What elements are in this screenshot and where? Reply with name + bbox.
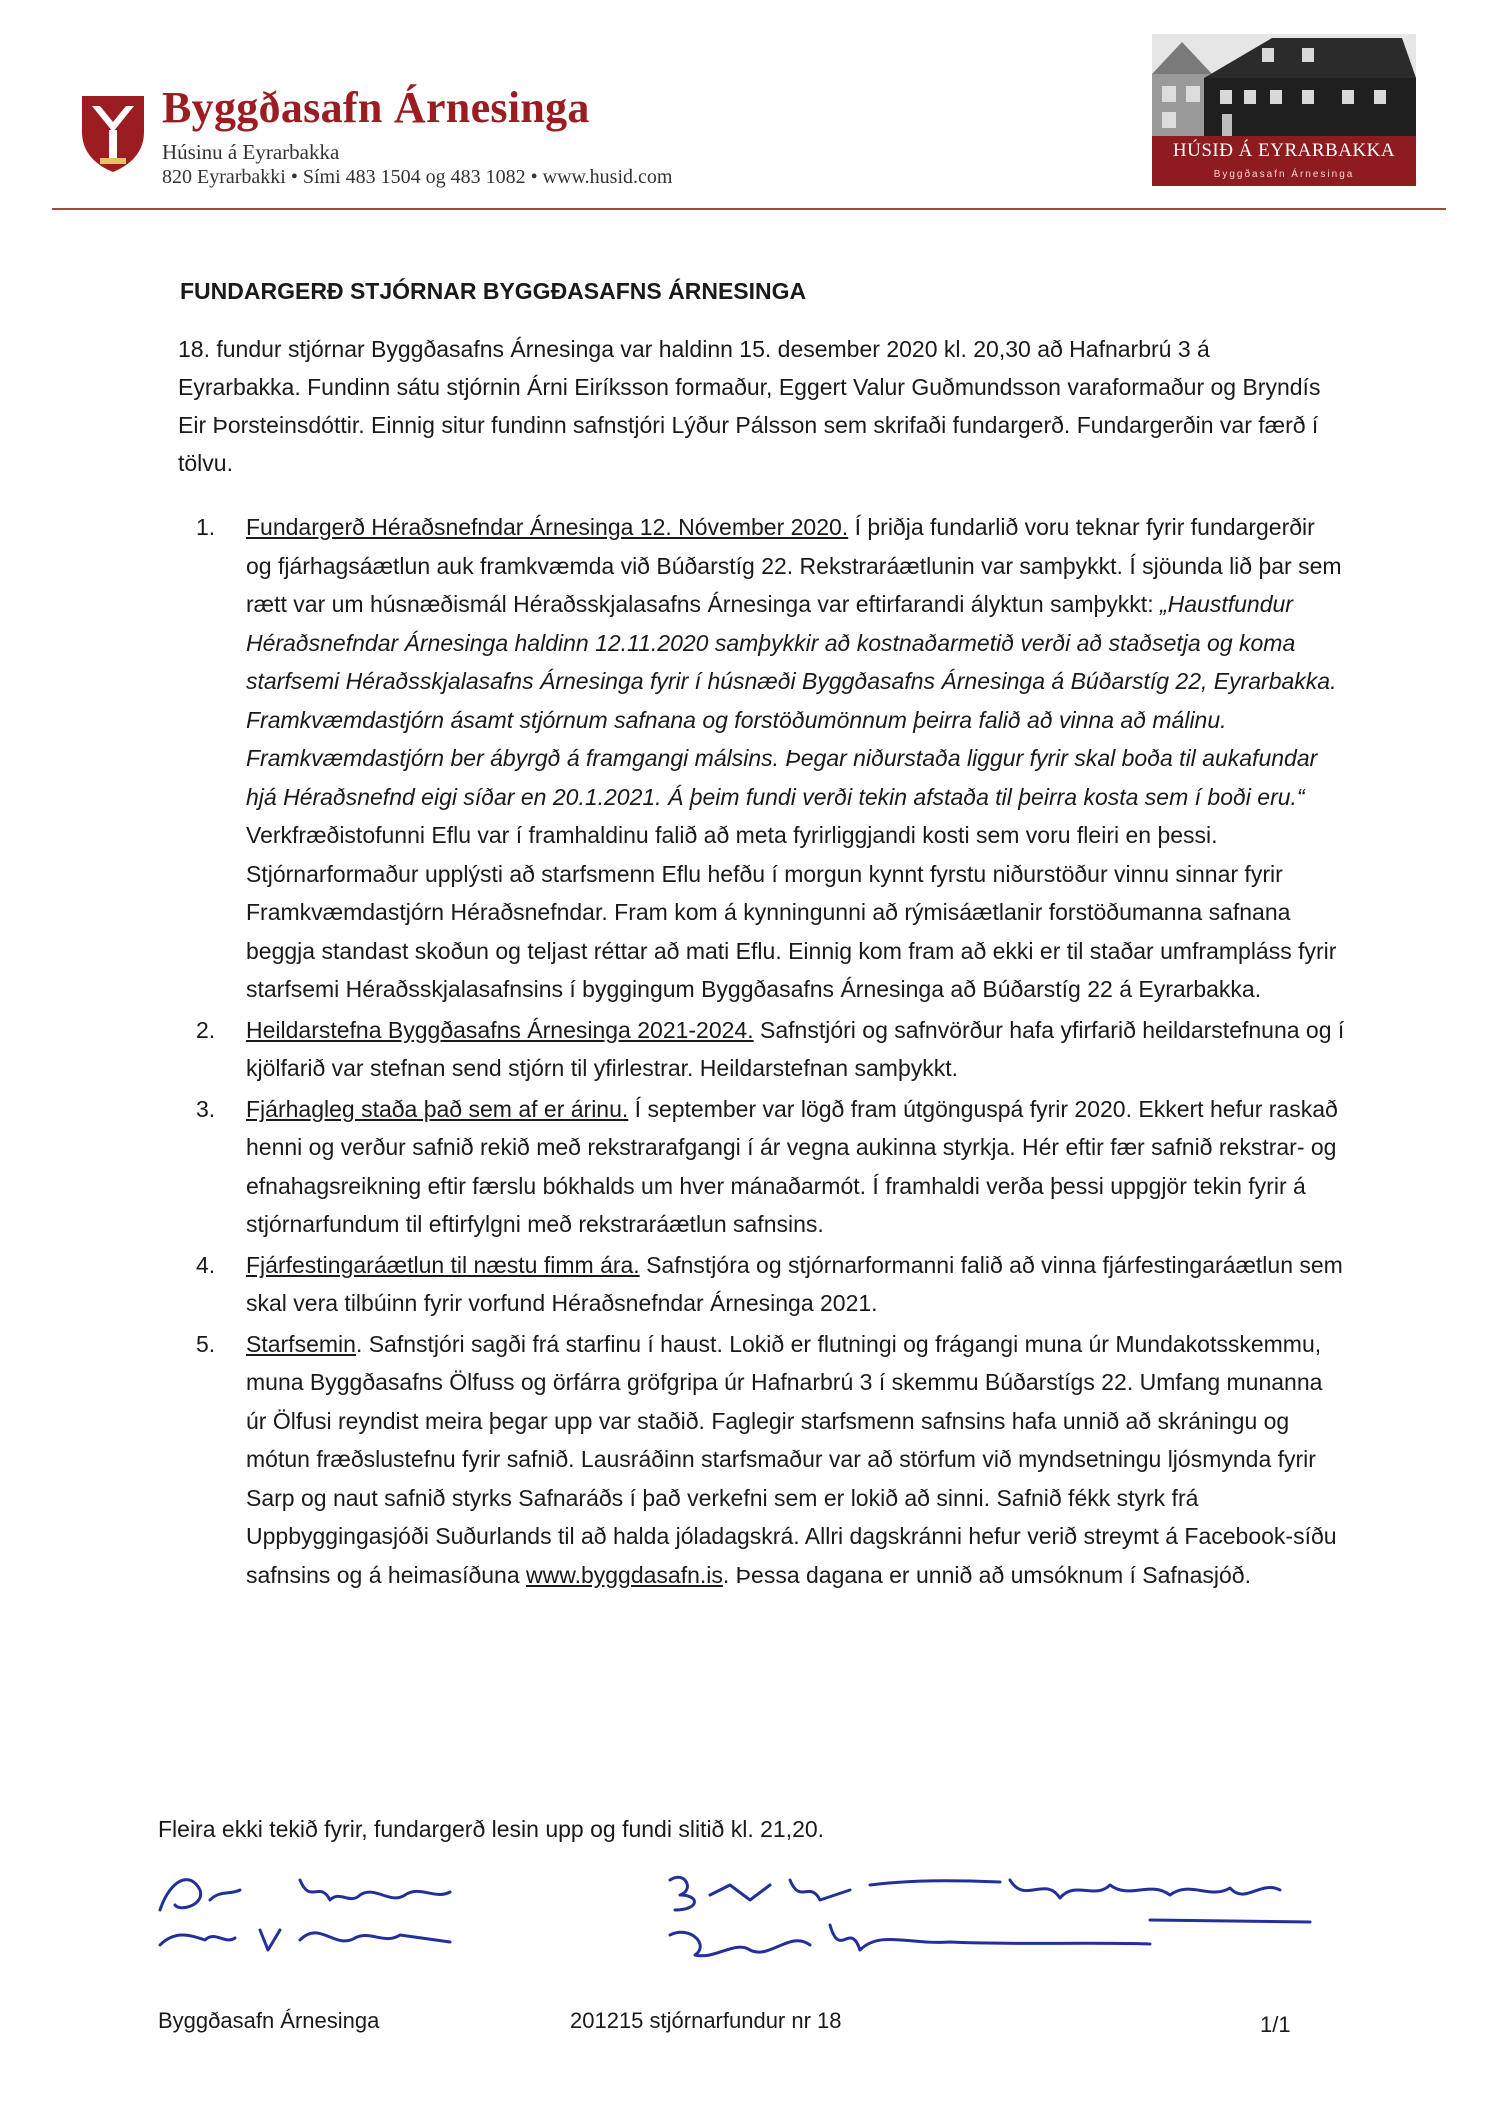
house-illustration-icon [1152,34,1416,136]
agenda-item-text: Í þriðja fundarlið voru teknar fyrir fundargerðir og fjárhagsáætlun auk framkvæmda við Búðarstíg 22. Rekstraráætlunin var samþykkt. Í sjöunda lið þar sem rætt var um húsnæðismál Héraðsskjalasafns Árnesinga var eftirfarandi ályktun samþykkt: [246,514,1342,617]
house-badge [1152,34,1416,186]
organization-subtitle: Húsinu á Eyrarbakka [162,140,340,164]
badge-title: HÚSIÐ Á EYRARBAKKA [1152,136,1416,166]
signatures-icon [150,1850,1330,1970]
footer-document-ref: 201215 stjórnarfundur nr 18 [570,2008,842,2033]
agenda-item-heading: Fjárhagleg staða það sem af er árinu. [246,1095,629,1122]
website-link[interactable]: www.byggdasafn.is [526,1561,723,1588]
agenda-item-1 [196,508,1346,1009]
footer-organization: Byggðasafn Árnesinga [158,2008,380,2033]
header-divider [52,208,1446,210]
organization-name: Byggðasafn Árnesinga [162,83,590,132]
agenda-item-text-after: Verkfræðistofunni Eflu var í framhaldinu falið að meta fyrirliggjandi kosti sem voru fleiri en þessi. Stjórnarformaður upplýsti að starfsmenn Eflu hefðu í morgun kynnt fyrstu niðurstöður vinnu sinnar fyrir Framkvæmdastjórn Héraðsnefndar. Fram kom á kynningunni að rýmisáætlanir forstöðumanna safnana beggja standast skoðun og teljast réttar að mati Eflu. Einnig kom fram að ekki er til staðar umframpláss fyrir starfsemi Héraðsskjalasafnsins í byggingum Byggðasafns Árnesinga að Búðarstíg 22 á Eyrarbakka. [246,822,1337,1002]
closing-statement: Fleira ekki tekið fyrir, fundargerð lesin upp og fundi slitið kl. 21,20. [158,1816,825,1842]
agenda-item-text: Safnstjóra og stjórnarformanni falið að vinna fjárfestingaráætlun sem skal vera tilbúinn fyrir vorfund Héraðsnefndar Árnesinga 2021. [246,1251,1343,1316]
agenda-item-number: 2. [196,1016,216,1043]
resolution-quote: „Haustfundur Héraðsnefndar Árnesinga haldinn 12.11.2020 samþykkir að kostnaðarmetið verði að staðsetja og koma starfsemi Héraðsskjalasafns Árnesinga fyrir í húsnæði Byggðasafns Árnesinga á Búðarstíg 22, Eyrarbakka. Framkvæmdastjórn ásamt stjórnum safnana og forstöðumönnum þeirra falið að vinna að málinu. Framkvæmdastjórn ber ábyrgð á framgangi málsins. Þegar niðurstaða liggur fyrir skal boða til aukafundar hjá Héraðsnefnd eigi síðar en 20.1.2021. Á þeim fundi verði tekin afstaða til þeirra kosta sem í boði eru.“ [246,591,1337,810]
agenda-item-2 [196,1011,1346,1088]
footer-page-number: 1/1 [1260,2012,1291,2037]
agenda-item-number: 3. [196,1095,216,1122]
agenda-item-5 [196,1325,1346,1595]
agenda-item-text: . Safnstjóri sagði frá starfinu í haust. Lokið er flutningi og frágangi muna úr Mundakotsskemmu, muna Byggðasafns Ölfuss og örfárra gröfgripa úr Hafnarbrú 3 í skemmu Búðarstígs 22. Umfang munanna úr Ölfusi reyndist meira þegar upp var staðið. Faglegir starfsmenn safnsins hafa unnið að skráningu og mótun fræðslustefnu fyrir safnið. Lausráðinn starfsmaður var að störfum við myndsetningu ljósmynda fyrir Sarp og naut safnið styrks Safnaráðs í það verkefni sem er lokið að sinni. Safnið fékk styrk frá Uppbyggingasjóði Suðurlands til að halda jóladagskrá. Allri dagskránni hefur verið streymt á Facebook-síðu safnsins og á heimasíðuna [246,1330,1337,1588]
agenda-item-number: 4. [196,1251,216,1278]
agenda-item-text: Í september var lögð fram útgönguspá fyrir 2020. Ekkert hefur raskað henni og verður safnið rekið með rekstrarafgangi í ár vegna aukinna styrkja. Hér eftir fær safnið rekstrar- og efnahagsreikning eftir færslu bókhalds um hver mánaðarmót. Í framhaldi verða þessi uppgjör tekin fyrir á stjórnarfundum til eftirfylgni með rekstraráætlun safnsins. [246,1095,1338,1237]
organization-address: 820 Eyrarbakki • Sími 483 1504 og 483 1082 • www.husid.com [162,166,673,188]
badge-subtitle: Byggðasafn Árnesinga [1152,166,1416,186]
agenda-item-text: Safnstjóri og safnvörður hafa yfirfarið heildarstefnuna og í kjölfarið var stefnan send stjórn til yfirlestrar. Heildarstefnan samþykkt. [246,1016,1345,1081]
agenda-item-4 [196,1246,1346,1323]
agenda-item-text-after: . Þessa dagana er unnið að umsóknum í Safnasjóð. [722,1561,1251,1588]
agenda-item-heading: Heildarstefna Byggðasafns Árnesinga 2021-2024. [246,1016,754,1043]
agenda-item-heading: Fundargerð Héraðsnefndar Árnesinga 12. Nóvember 2020. [246,514,849,540]
museum-logo-icon [78,92,148,174]
intro-paragraph: 18. fundur stjórnar Byggðasafns Árnesinga var haldinn 15. desember 2020 kl. 20,30 að Hafnarbrú 3 á Eyrarbakka. Fundinn sátu stjórnin Árni Eiríksson formaður, Eggert Valur Guðmundsson varaformaður og Bryndís Eir Þorsteinsdóttir. Einnig situr fundinn safnstjóri Lýður Pálsson sem skrifaði fundargerð. Fundargerðin var færð í tölvu. [178,336,1321,476]
agenda-item-3 [196,1090,1346,1244]
agenda-item-number: 1. [196,514,216,540]
document-title: FUNDARGERÐ STJÓRNAR BYGGÐASAFNS ÁRNESINGA [180,278,807,304]
agenda-item-heading: Fjárfestingaráætlun til næstu fimm ára. [246,1251,640,1278]
agenda-list [196,508,1346,1596]
agenda-item-heading: Starfsemin [246,1330,356,1357]
agenda-item-number: 5. [196,1330,216,1357]
